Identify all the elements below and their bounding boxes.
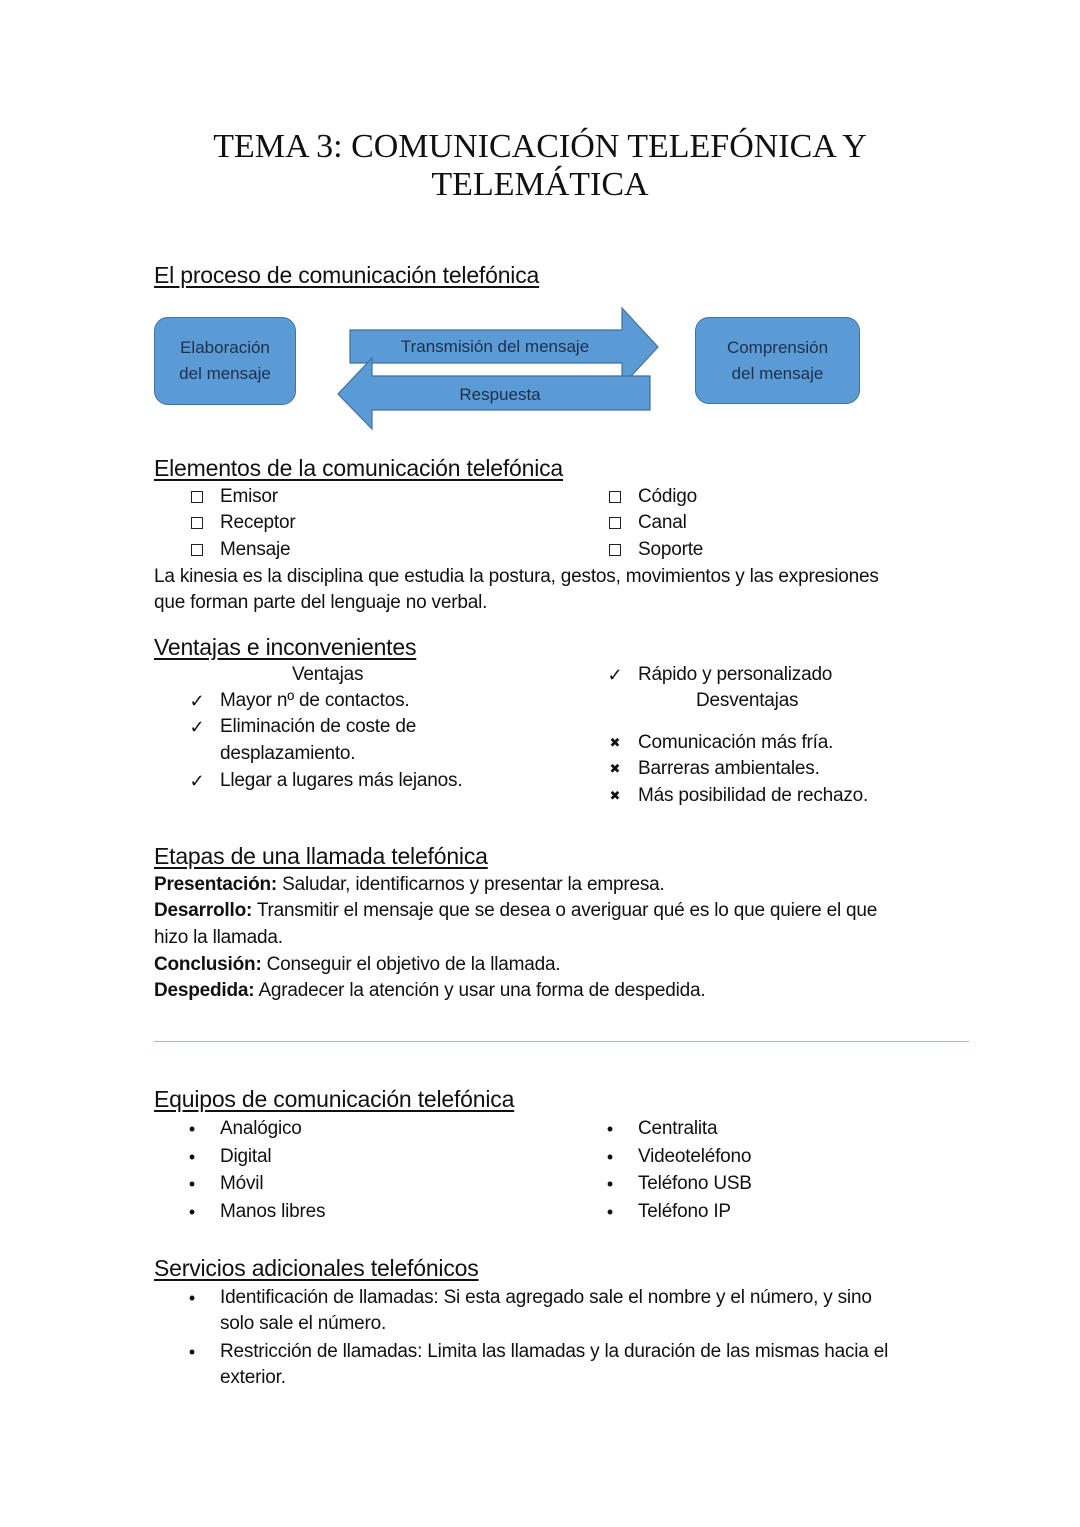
etapa-conclusion (154, 952, 560, 978)
list-item: Mensaje (220, 539, 291, 560)
etapa-desarrollo-cont: hizo la llamada. (154, 927, 283, 948)
checkbox-icon (603, 510, 627, 536)
heading-proceso: El proceso de comunicación telefónica (154, 262, 540, 288)
desventajas-label: Desventajas (696, 690, 799, 711)
heading-etapas: Etapas de una llamada telefónica (154, 843, 488, 869)
ventaja-item: Mayor nº de contactos. (220, 690, 410, 711)
list-item: Receptor (220, 512, 296, 533)
equipo-item: Analógico (220, 1118, 302, 1139)
box-elaboracion-line2: del mensaje (179, 364, 271, 383)
check-icon: ✓ (607, 665, 623, 685)
equipo-item: Manos libres (220, 1201, 326, 1222)
title-line-1: TEMA 3: COMUNICACIÓN TELEFÓNICA Y (213, 128, 867, 165)
arrow-respuesta-label: Respuesta (459, 385, 541, 404)
bullet-icon: • (606, 1174, 614, 1194)
etapa-term: Presentación: (154, 874, 278, 895)
bullet-icon: • (606, 1119, 614, 1139)
bullet-icon: • (606, 1202, 614, 1222)
box-elaboracion (154, 317, 296, 405)
etapa-text: Agradecer la atención y usar una forma de despedida. (254, 980, 706, 1001)
list-item: Código (638, 486, 698, 507)
ventaja-item: Rápido y personalizado (638, 664, 833, 685)
desventaja-item: Barreras ambientales. (638, 758, 820, 779)
etapa-term: Despedida: (154, 980, 255, 1001)
etapa-text: Conseguir el objetivo de la llamada. (261, 954, 561, 975)
heading-equipos: Equipos de comunicación telefónica (154, 1086, 515, 1112)
ventaja-item: Eliminación de coste de (220, 716, 417, 737)
ventaja-item-cont: desplazamiento. (220, 743, 356, 764)
check-icon: ✓ (189, 771, 205, 791)
heading-servicios: Servicios adicionales telefónicos (154, 1255, 479, 1281)
servicio-item-line2: exterior. (220, 1367, 286, 1388)
list-item: Emisor (220, 486, 278, 507)
page-title (0, 128, 1080, 204)
desventaja-item: Más posibilidad de rechazo. (638, 785, 869, 806)
equipo-item: Teléfono IP (638, 1201, 731, 1222)
servicio-item-line2: solo sale el número. (220, 1313, 387, 1334)
title-line-2: TELEMÁTICA (431, 166, 649, 203)
etapa-text: Transmitir el mensaje que se desea o averiguar qué es lo que quiere el que (252, 900, 878, 921)
arrows-icon (330, 300, 670, 440)
check-icon: ✓ (189, 717, 205, 737)
cross-icon: ✖ (609, 761, 621, 776)
equipo-item: Móvil (220, 1173, 264, 1194)
equipo-item: Digital (220, 1146, 272, 1167)
equipo-item: Videoteléfono (638, 1146, 752, 1167)
etapa-text: Saludar, identificarnos y presentar la empresa. (277, 874, 665, 895)
kinesia-paragraph-line2: que forman parte del lenguaje no verbal. (154, 592, 488, 613)
heading-elementos: Elementos de la comunicación telefónica (154, 455, 563, 481)
bullet-icon: • (188, 1119, 196, 1139)
desventaja-item: Comunicación más fría. (638, 732, 834, 753)
etapa-term: Desarrollo: (154, 900, 253, 921)
cross-icon: ✖ (609, 788, 621, 803)
list-item: Soporte (638, 539, 704, 560)
etapa-despedida (154, 978, 705, 1004)
ventaja-item: Llegar a lugares más lejanos. (220, 770, 463, 791)
box-comprension (695, 317, 860, 404)
etapa-presentacion (154, 872, 665, 898)
servicio-item-line1: Identificación de llamadas: Si esta agregado sale el nombre y el número, y sino (220, 1287, 872, 1308)
bullet-icon: • (188, 1202, 196, 1222)
box-elaboracion-line1: Elaboración (180, 338, 270, 357)
check-icon: ✓ (189, 691, 205, 711)
heading-ventajas: Ventajas e inconvenientes (154, 634, 417, 660)
cross-icon: ✖ (609, 735, 621, 750)
box-comprension-line1: Comprensión (726, 337, 829, 357)
arrow-transmision-label: Transmisión del mensaje (400, 337, 590, 356)
equipo-item: Teléfono USB (638, 1173, 752, 1194)
checkbox-icon (185, 510, 209, 536)
servicio-item-line1: Restricción de llamadas: Limita las llamadas y la duración de las mismas hacia el (220, 1341, 889, 1362)
kinesia-paragraph-line1: La kinesia es la disciplina que estudia la postura, gestos, movimientos y las expresiones (154, 566, 879, 587)
bullet-icon: • (188, 1147, 196, 1167)
bullet-icon: • (188, 1174, 196, 1194)
checkbox-icon (185, 484, 209, 510)
checkbox-icon (603, 484, 627, 510)
bullet-icon: • (606, 1147, 614, 1167)
box-comprension-line2: del mensaje (731, 363, 824, 383)
equipo-item: Centralita (638, 1118, 718, 1139)
checkbox-icon (185, 537, 209, 563)
ventajas-label: Ventajas (292, 664, 364, 685)
etapa-desarrollo (154, 898, 877, 924)
bullet-icon: • (188, 1342, 196, 1362)
checkbox-icon (603, 537, 627, 563)
etapa-term: Conclusión: (154, 954, 262, 975)
list-item: Canal (638, 512, 687, 533)
bullet-icon: • (188, 1288, 196, 1308)
section-divider (154, 1041, 969, 1042)
